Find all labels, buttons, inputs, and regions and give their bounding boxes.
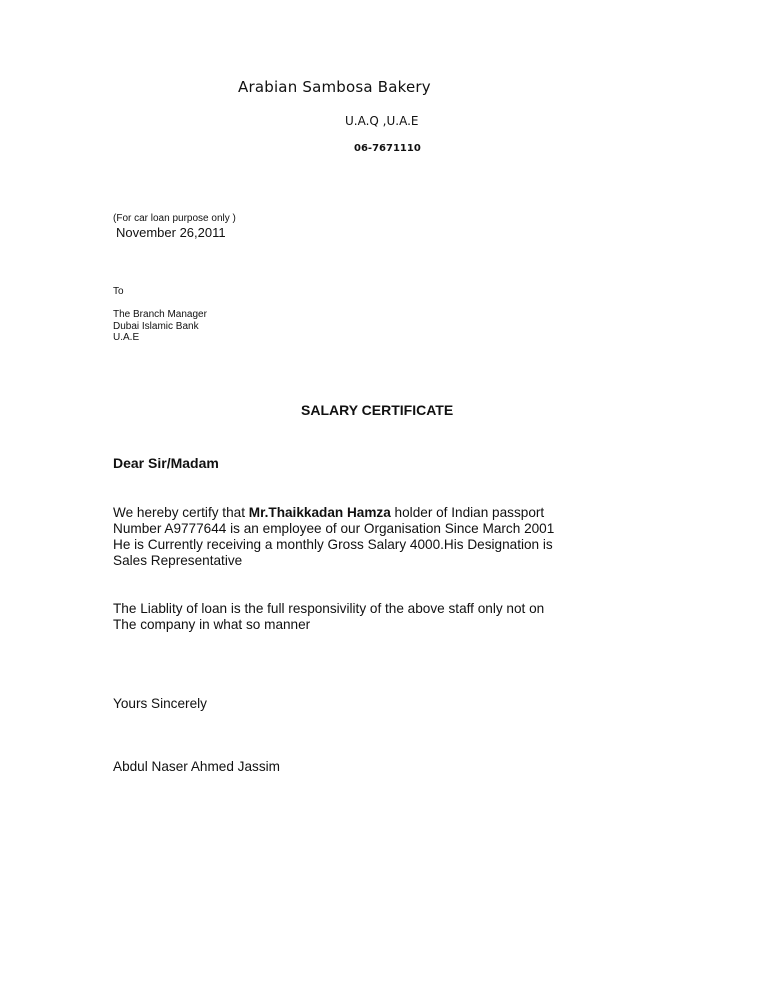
paragraph-line: The company in what so manner xyxy=(113,617,311,632)
company-location: U.A.Q ,U.A.E xyxy=(345,114,419,128)
recipient-address xyxy=(113,309,207,344)
paragraph-line: Sales Representative xyxy=(113,553,243,568)
recipient-line: U.A.E xyxy=(113,332,140,343)
purpose-note: (For car loan purpose only ) xyxy=(113,213,236,224)
paragraph-line xyxy=(113,505,554,521)
line-text: We hereby certify that xyxy=(113,505,249,520)
employee-name: Mr.Thaikkadan Hamza xyxy=(248,505,391,520)
company-phone: 06-7671110 xyxy=(354,143,421,154)
recipient-line: Dubai Islamic Bank xyxy=(113,320,199,332)
closing: Yours Sincerely xyxy=(113,696,207,711)
paragraph-line: The Liablity of loan is the full responsivility of the above staff only not on xyxy=(113,601,545,616)
to-label: To xyxy=(113,286,124,297)
line-text: holder of Indian passport xyxy=(390,505,545,520)
certification-paragraph xyxy=(113,505,554,569)
salutation: Dear Sir/Madam xyxy=(113,455,219,471)
letter-date: November 26,2011 xyxy=(116,225,226,240)
liability-paragraph xyxy=(113,601,544,633)
signatory-name: Abdul Naser Ahmed Jassim xyxy=(113,759,280,774)
paragraph-line: Number A9777644 is an employee of our Organisation Since March 2001 xyxy=(113,521,555,536)
recipient-line: The Branch Manager xyxy=(113,309,207,320)
paragraph-line: He is Currently receiving a monthly Gross Salary 4000.His Designation is xyxy=(113,537,553,552)
letter-title: SALARY CERTIFICATE xyxy=(301,402,454,418)
company-name: Arabian Sambosa Bakery xyxy=(238,78,431,96)
